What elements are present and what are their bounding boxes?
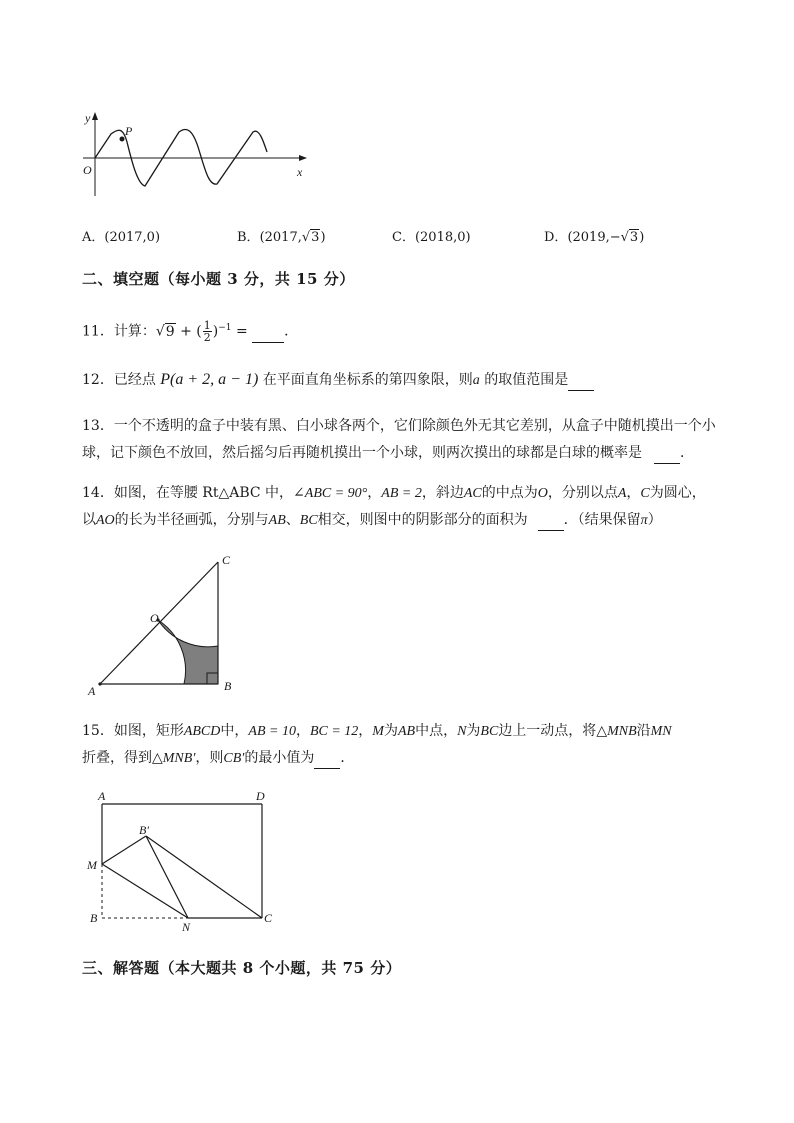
question-13-line2 (82, 443, 694, 464)
q14-bc: BC (299, 513, 318, 528)
fig15-label-bp: B′ (139, 823, 149, 837)
segment-mbp (102, 836, 146, 864)
q12-pre: 已经点 (113, 372, 161, 388)
q14-a: A (617, 486, 627, 501)
q14-ao: AO (96, 513, 115, 528)
q11-eq: = (231, 323, 253, 340)
q11-fraction (203, 320, 212, 343)
q15-abcd: ABCD (183, 724, 221, 739)
option-d-letter: D． (544, 230, 568, 245)
option-a[interactable] (82, 226, 160, 245)
q12-post: 的取值范围是 (479, 372, 569, 388)
q14-c: C (640, 486, 650, 501)
q15-l1c: 中， (220, 723, 249, 739)
fig14-label-b: B (224, 679, 232, 693)
q15-bc: BC = 12 (309, 724, 359, 739)
option-d[interactable]: D．(2019,−√3) (544, 230, 645, 245)
q15-answer-blank[interactable] (314, 748, 340, 769)
q13-answer-blank[interactable] (654, 443, 680, 464)
option-a-letter: A． (82, 230, 105, 245)
q15-l1q: 沿 (636, 723, 651, 739)
q14-l1e: ，斜边 (421, 485, 464, 501)
fig15-label-d: D (256, 789, 265, 803)
q15-l1i: 为 (383, 723, 398, 739)
fig14-label-c: C (222, 553, 231, 567)
q14-l1i: ，分别以点 (547, 485, 618, 501)
figure-15 (82, 788, 282, 936)
q11-frac-num: 1 (203, 319, 211, 333)
q12-mid: 在平面直角坐标系的第四象限，则 (258, 372, 473, 388)
section3-title: 三、解答题（本大题共 8 个小题，共 75 分） (82, 959, 402, 977)
q12-num: 12． (82, 372, 114, 388)
q14-answer-blank[interactable] (538, 510, 564, 531)
q15-l1a: 如图，矩形 (113, 723, 184, 739)
question-15-line2 (82, 748, 354, 769)
option-b-value-post: ) (320, 230, 326, 245)
question-14-line2 (82, 510, 662, 531)
q15-ab2: AB (397, 724, 416, 739)
segment-mn (102, 864, 188, 918)
q14-l1c: ， (367, 485, 382, 501)
q11-num: 11． (82, 323, 114, 340)
q11-frac-den: 2 (203, 331, 211, 345)
q15-num: 15． (82, 723, 114, 739)
fig14-label-a: A (88, 684, 96, 698)
option-c[interactable] (392, 226, 471, 245)
q15-l1k: 中点， (415, 723, 458, 739)
q15-ab: AB = 10 (248, 724, 296, 739)
q14-l1m: 为圆心， (649, 485, 706, 501)
q14-l2j: ） (647, 512, 662, 528)
q15-n: N (457, 724, 467, 739)
fig15-label-n: N (182, 920, 191, 934)
figure-14 (80, 548, 250, 698)
q14-l1g: 的中点为 (481, 485, 538, 501)
q12-answer-blank[interactable] (568, 370, 594, 391)
q12-point: P(a + 2, a − 1) (160, 371, 259, 388)
q15-mnbp: △MNB′ (152, 751, 196, 766)
q14-ab2: AB (268, 513, 286, 528)
q13-end: ． (680, 445, 694, 461)
q15-l2c: ，则 (195, 750, 224, 766)
fig14-label-o: O (150, 611, 159, 625)
q14-l2h: ．（结果保留 (563, 512, 641, 528)
q15-l1e: ， (295, 723, 310, 739)
q15-mn: MN (650, 724, 672, 739)
question-14-line1 (82, 483, 706, 504)
shaded-region (158, 620, 218, 684)
q14-l2c: 的长为半径画弧，分别与 (114, 512, 269, 528)
question-11: 11．计算：√9 + ( $\frac{1}{2}$ )$^{-1}$ = ． (82, 319, 299, 345)
q11-plus: + ( (175, 323, 202, 340)
q14-l2a: 以 (82, 512, 96, 528)
q11-close: ) (212, 323, 219, 340)
q15-bc2: BC (480, 724, 499, 739)
option-b-letter: B． (237, 230, 260, 245)
option-d-value-post: ) (639, 230, 645, 245)
q15-l2a: 折叠，得到 (82, 750, 152, 766)
option-d-root: 3 (629, 230, 639, 245)
option-a-value: (2017,0) (104, 230, 161, 245)
q14-angle: ∠ABC = 90° (293, 486, 368, 501)
q15-cbp: CB′ (223, 751, 245, 766)
q14-ac: AC (463, 486, 482, 501)
option-d-value-pre: (2019,− (567, 230, 621, 245)
question-15-line1 (82, 721, 672, 742)
x-axis-label: x (297, 165, 303, 179)
wave-graph (75, 108, 315, 198)
y-axis-arrow-icon (92, 112, 98, 120)
fig15-label-m: M (87, 858, 97, 872)
point-p-dot (120, 137, 125, 142)
q12-var: a (472, 373, 480, 388)
fig15-label-c: C (264, 911, 273, 925)
q15-l1m: 为 (466, 723, 481, 739)
q14-l2e: 、 (285, 512, 300, 528)
segment-bpc (146, 836, 262, 918)
option-b-value-pre: (2017, (259, 230, 302, 245)
q14-l2g: 相交，则图中的阴影部分的面积为 (317, 512, 528, 528)
q14-ab: AB = 2 (381, 486, 422, 501)
point-p-label: P (125, 124, 133, 138)
y-axis-label: y (85, 111, 91, 125)
q11-root: 9 (165, 323, 175, 340)
q11-text: 计算： (113, 323, 156, 340)
option-b-root: 3 (311, 230, 320, 245)
section2-title: 二、填空题（每小题 3 分，共 15 分） (82, 270, 355, 288)
option-c-letter: C． (392, 230, 415, 245)
q15-mnb: △MNB (596, 724, 637, 739)
option-c-value: (2018,0) (414, 230, 471, 245)
q14-pi: π (640, 513, 648, 528)
x-axis-arrow-icon (299, 155, 307, 161)
option-b[interactable]: B．(2017,√3) (237, 230, 326, 245)
origin-label: O (83, 163, 92, 177)
segment-bpn (146, 836, 188, 918)
fig15-label-b: B (90, 911, 98, 925)
point-a-dot (98, 682, 101, 685)
q14-o: O (537, 486, 548, 501)
q11-end: ． (284, 323, 299, 340)
q11-answer-blank[interactable] (252, 322, 284, 343)
q13-line2-text: 球，记下颜色不放回，然后摇匀后再随机摸出一个小球，则两次摸出的球都是白球的概率是 (82, 445, 642, 461)
question-13-line1: 13．一个不透明的盒子中装有黑、白小球各两个，它们除颜色外无其它差别，从盒子中随机摸出一个小 (82, 418, 716, 434)
q15-m: M (372, 724, 384, 739)
fig15-label-a: A (98, 789, 106, 803)
q14-l1k: ， (626, 485, 641, 501)
q15-l1g: ， (358, 723, 373, 739)
q15-l2f: ． (340, 750, 355, 766)
q15-l2e: 的最小值为 (244, 750, 315, 766)
question-12 (82, 370, 594, 391)
q14-num: 14． (82, 485, 114, 501)
q11-exp: −1 (218, 323, 232, 333)
q14-l1a: 如图，在等腰 Rt△ABC 中， (113, 485, 294, 501)
q15-l1o: 边上一动点，将 (498, 723, 597, 739)
